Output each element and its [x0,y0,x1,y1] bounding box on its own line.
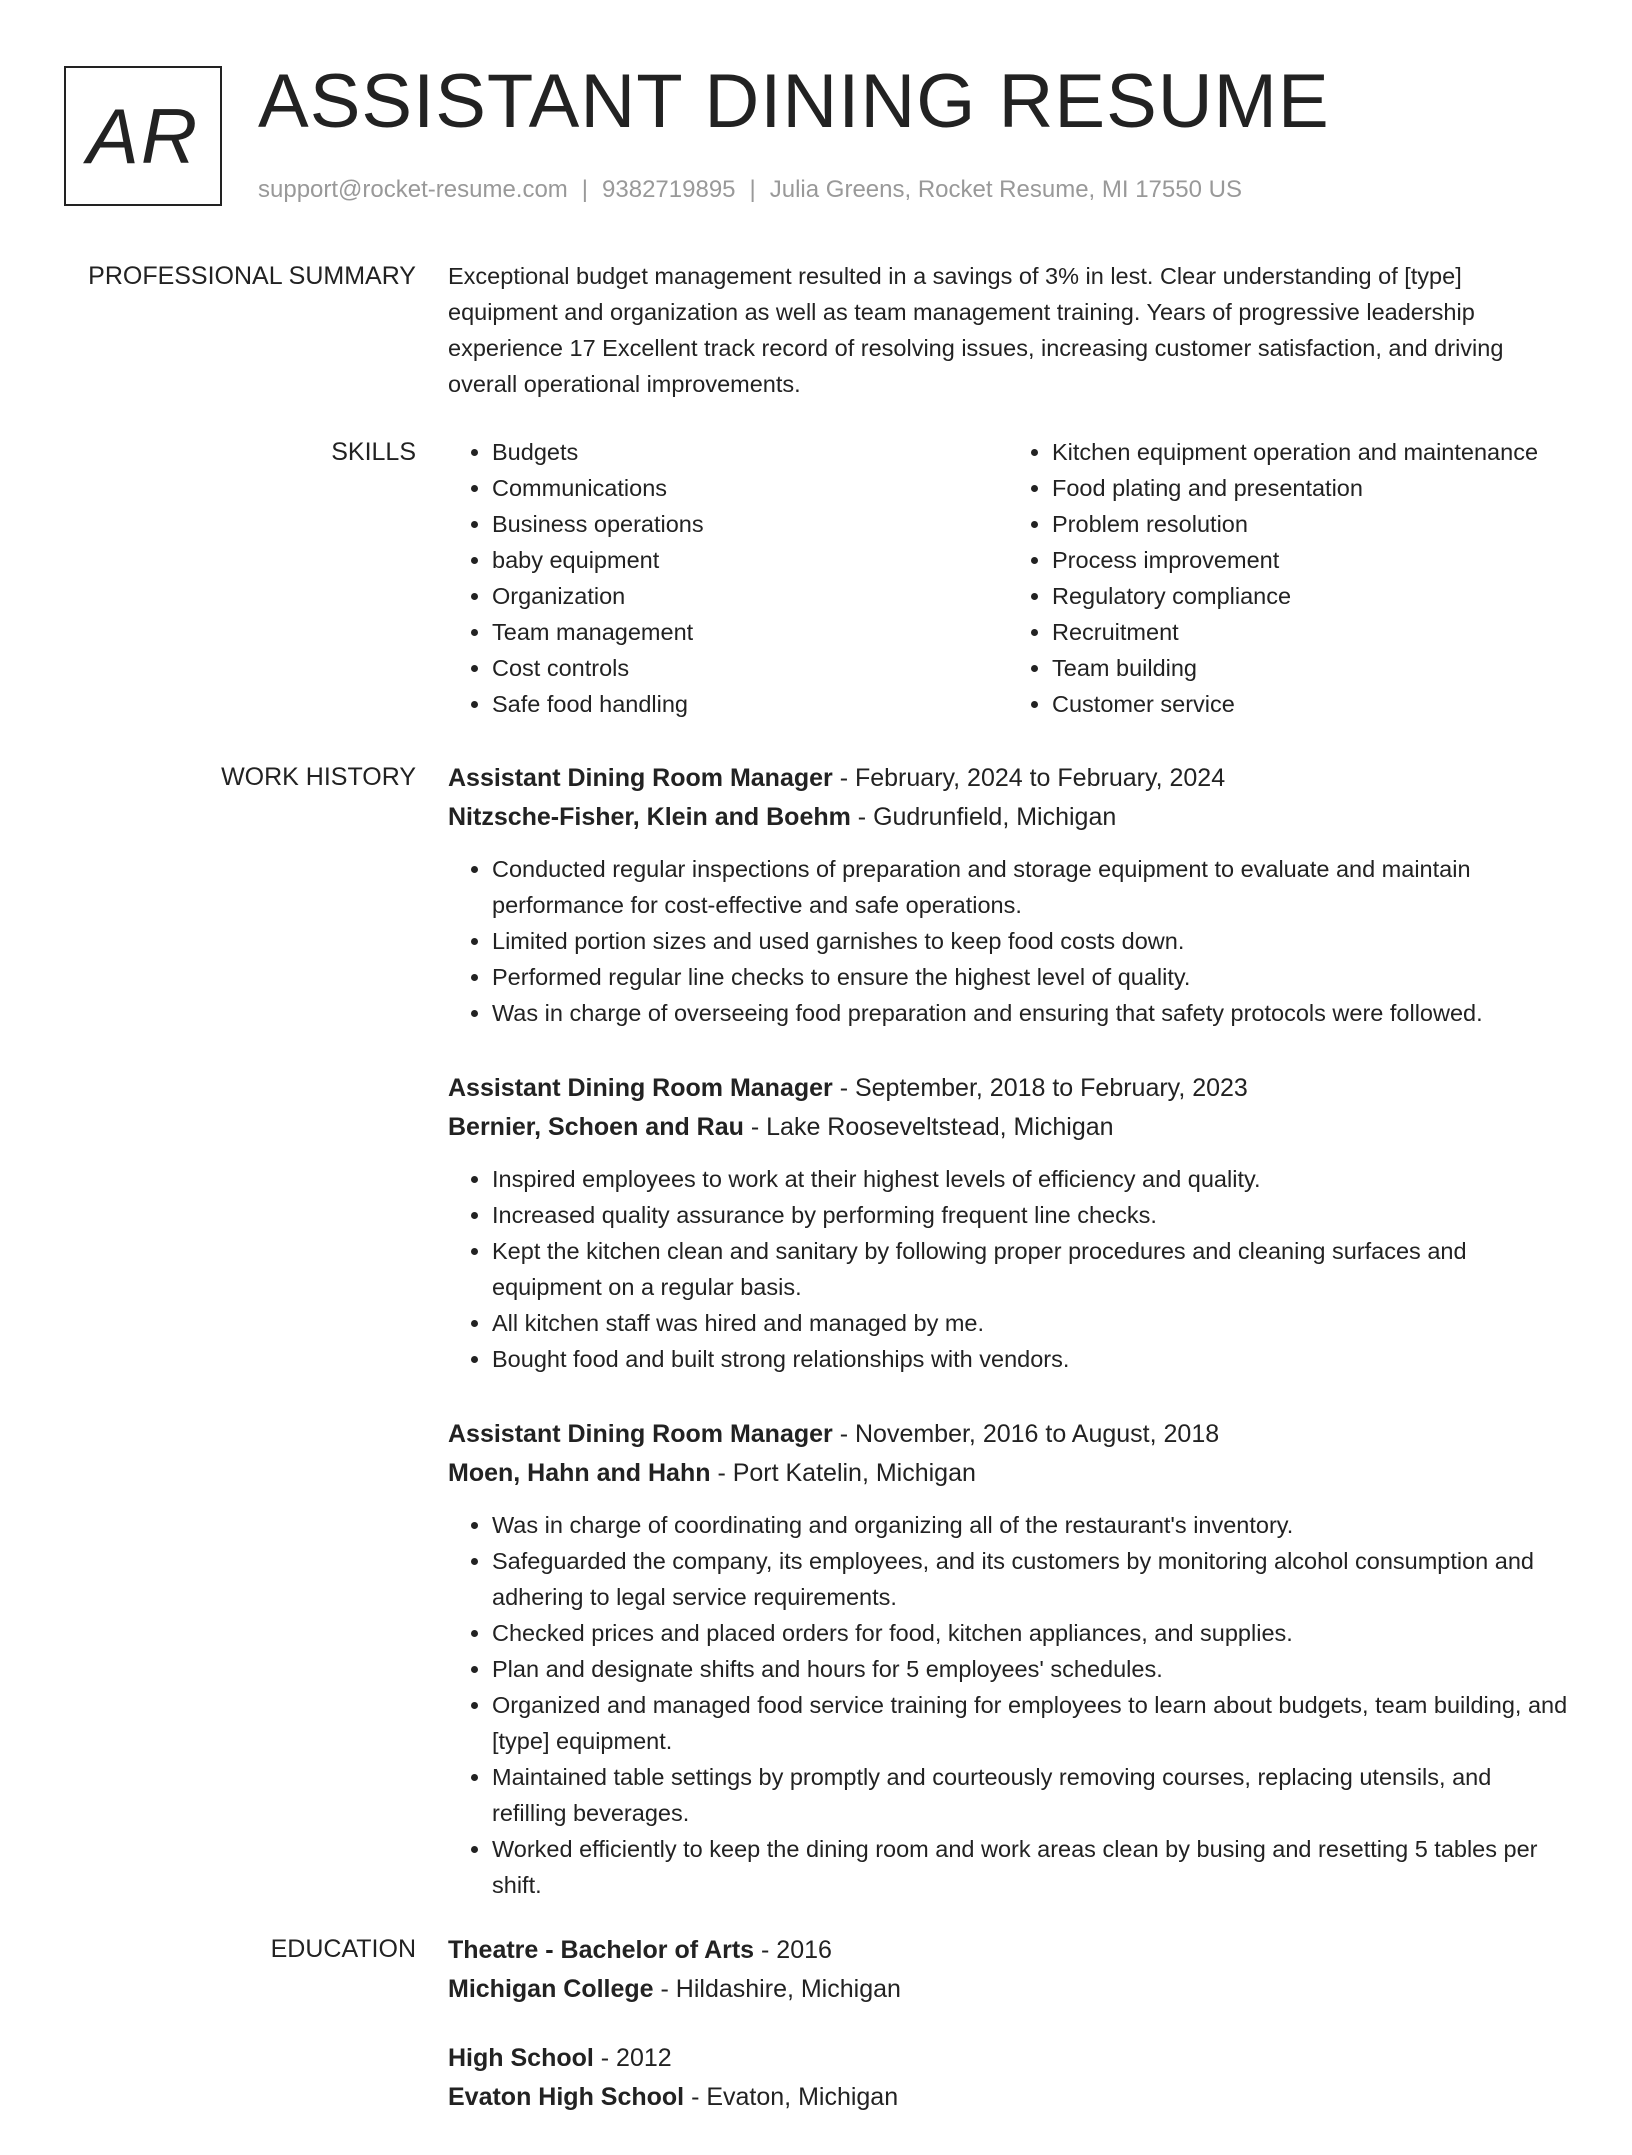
education-entry [448,1931,1568,2009]
job-location: - Port Katelin, Michigan [710,1459,976,1487]
job-dates: - February, 2024 to February, 2024 [832,764,1226,792]
section-label: SKILLS [331,438,416,466]
education-location: - Evaton, Michigan [684,2083,899,2111]
skill-item: • Team management [492,614,1008,650]
job-bullet: • Limited portion sizes and used garnishes to keep food costs down. [492,923,1568,959]
job-bullet: • Kept the kitchen clean and sanitary by following proper procedures and cleaning surfaces and equipment on a regular basis. [492,1233,1568,1305]
contact-separator: | [749,176,756,203]
skill-item: • Kitchen equipment operation and maintenance [1052,434,1568,470]
job-entry [448,1415,1568,1903]
job-title: Assistant Dining Room Manager [448,764,833,792]
education-school: Michigan College [448,1975,654,2003]
education-school-line [448,2078,1568,2117]
skills-content [448,434,1568,722]
education-school: Evaton High School [448,2083,685,2111]
education-location: - Hildashire, Michigan [653,1975,901,2003]
job-title-line [448,759,1568,798]
job-title-line [448,1415,1568,1454]
job-bullet: • Organized and managed food service training for employees to learn about budgets, team building, and [type] equipment. [492,1687,1568,1759]
summary-content [448,258,1568,402]
education-degree: High School [448,2044,594,2072]
job-bullet: • Inspired employees to work at their highest levels of efficiency and quality. [492,1161,1568,1197]
job-dates: - November, 2016 to August, 2018 [832,1420,1220,1448]
skill-item: • Customer service [1052,686,1568,722]
section-label: WORK HISTORY [221,763,416,791]
job-bullet: • Was in charge of overseeing food preparation and ensuring that safety protocols were followed. [492,995,1568,1031]
job-bullet: • Safeguarded the company, its employees, and its customers by monitoring alcohol consumption and adhering to legal service requirements. [492,1543,1568,1615]
job-company: Moen, Hahn and Hahn [448,1459,711,1487]
job-bullet: • Worked efficiently to keep the dining room and work areas clean by busing and resetting 5 tables per shift. [492,1831,1568,1903]
monogram: AR [64,66,222,206]
education-degree-line [448,1931,1568,1970]
job-entry [448,1069,1568,1377]
skill-item: • Communications [492,470,1008,506]
section-label: PROFESSIONAL SUMMARY [88,262,416,290]
skills-list-left [448,434,1008,722]
education-degree: Theatre - Bachelor of Arts [448,1936,755,1964]
job-bullets [448,1161,1568,1377]
job-company-line [448,1108,1568,1147]
job-bullet: • Maintained table settings by promptly and courteously removing courses, replacing utensils, and refilling beverages. [492,1759,1568,1831]
job-bullets [448,1507,1568,1903]
job-bullet: • Performed regular line checks to ensure the highest level of quality. [492,959,1568,995]
skill-item: • Food plating and presentation [1052,470,1568,506]
job-bullet: • Was in charge of coordinating and organizing all of the restaurant's inventory. [492,1507,1568,1543]
job-title: Assistant Dining Room Manager [448,1074,833,1102]
job-bullet: • Conducted regular inspections of preparation and storage equipment to evaluate and maintain performance for cost-effective and safe operations. [492,851,1568,923]
contact-email[interactable]: support@rocket-resume.com [258,176,568,203]
skills-list-right [1008,434,1568,722]
work-history-content [448,759,1568,1941]
job-bullet: • Increased quality assurance by performing frequent line checks. [492,1197,1568,1233]
skill-item: • Budgets [492,434,1008,470]
job-location: - Lake Rooseveltstead, Michigan [743,1113,1114,1141]
skill-item: • Team building [1052,650,1568,686]
summary-text: Exceptional budget management resulted in a savings of 3% in lest. Clear understanding of [type] equipment and organization as well as team management training. Years of progressive leadership experience 17 Excellent track record of resolving issues, increasing customer satisfaction, and driving overall operational improvements. [448,263,1504,397]
education-entry [448,2039,1568,2117]
job-company-line [448,1454,1568,1493]
job-company: Bernier, Schoen and Rau [448,1113,744,1141]
job-company: Nitzsche-Fisher, Klein and Boehm [448,803,851,831]
skill-item: • Organization [492,578,1008,614]
job-bullet: • All kitchen staff was hired and managed by me. [492,1305,1568,1341]
skill-item: • Process improvement [1052,542,1568,578]
skill-item: • Regulatory compliance [1052,578,1568,614]
job-location: - Gudrunfield, Michigan [850,803,1117,831]
education-year: - 2012 [593,2044,672,2072]
education-degree-line [448,2039,1568,2078]
job-entry [448,759,1568,1031]
skill-item: • baby equipment [492,542,1008,578]
job-bullet: • Checked prices and placed orders for food, kitchen appliances, and supplies. [492,1615,1568,1651]
job-bullet: • Plan and designate shifts and hours for 5 employees' schedules. [492,1651,1568,1687]
section-label: EDUCATION [270,1935,416,1963]
contact-separator: | [581,176,589,203]
resume-title: ASSISTANT DINING RESUME [258,59,1330,144]
education-school-line [448,1970,1568,2009]
job-dates: - September, 2018 to February, 2023 [832,1074,1248,1102]
job-bullet: • Bought food and built strong relationships with vendors. [492,1341,1568,1377]
contact-line [258,176,1242,204]
contact-phone[interactable]: 9382719895 [602,176,736,203]
job-bullets [448,851,1568,1031]
education-year: - 2016 [754,1936,832,1964]
skill-item: • Safe food handling [492,686,1008,722]
skill-item: • Cost controls [492,650,1008,686]
skill-item: • Business operations [492,506,1008,542]
contact-address: Julia Greens, Rocket Resume, MI 17550 US [769,176,1242,203]
job-title-line [448,1069,1568,1108]
job-company-line [448,798,1568,837]
job-title: Assistant Dining Room Manager [448,1420,833,1448]
education-content [448,1931,1568,2155]
skill-item: • Recruitment [1052,614,1568,650]
skill-item: • Problem resolution [1052,506,1568,542]
